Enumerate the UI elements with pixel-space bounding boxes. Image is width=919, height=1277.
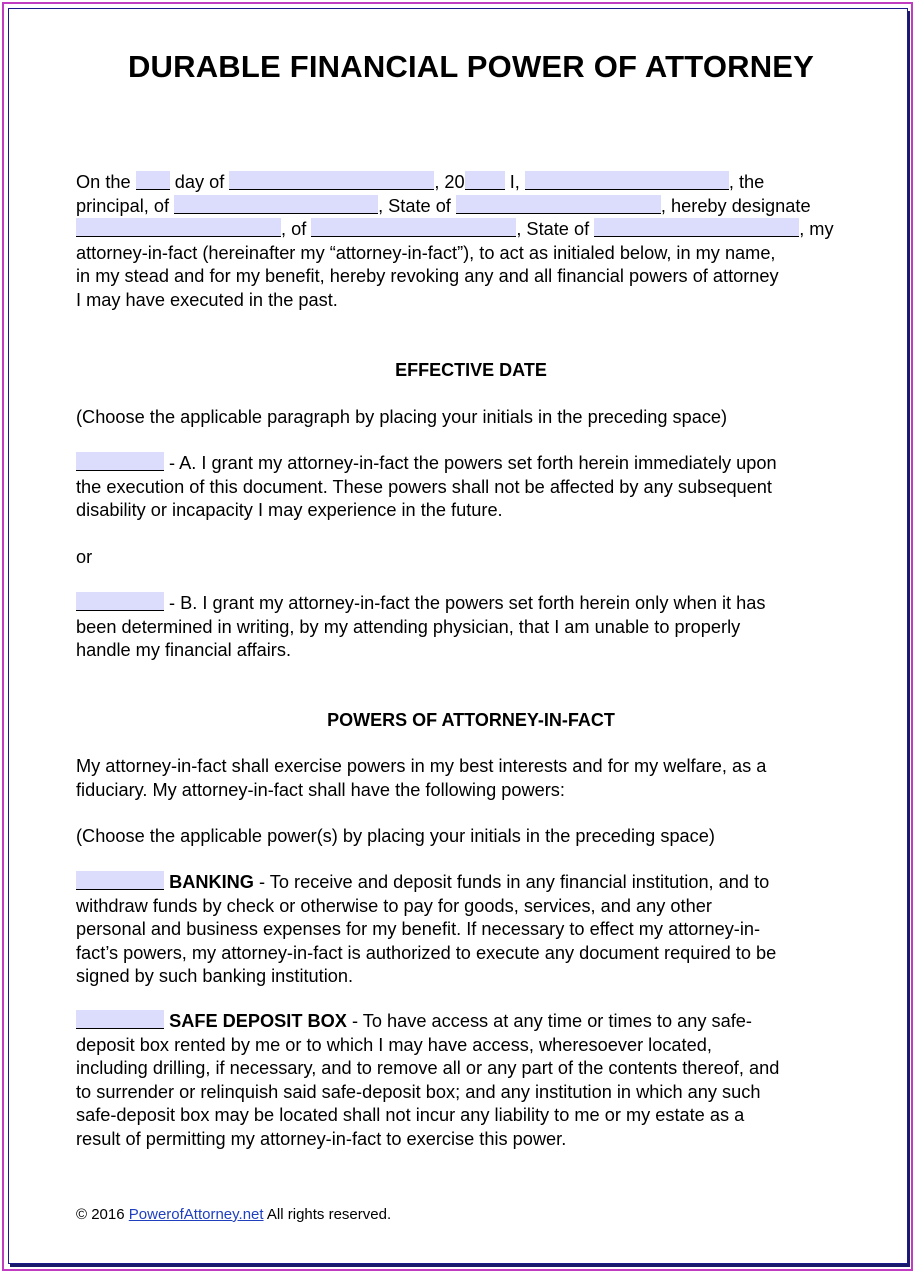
principal-city-field[interactable]	[174, 195, 378, 214]
attorney-name-field[interactable]	[76, 218, 281, 237]
day-field[interactable]	[136, 171, 170, 190]
option-a-initials-field[interactable]	[76, 452, 164, 471]
website-link[interactable]: PowerofAttorney.net	[128, 1206, 264, 1223]
document-title: DURABLE FINANCIAL POWER OF ATTORNEY	[127, 49, 815, 84]
safe-deposit-initials-field[interactable]	[76, 1010, 164, 1029]
banking-label: BANKING	[169, 872, 254, 892]
effective-date-instruction: (Choose the applicable paragraph by placing your initials in the preceding space)	[76, 407, 728, 427]
banking-paragraph: BANKING - To receive and deposit funds in any financial institution, and to withdraw funds by check or otherwise to pay for goods, services, and any other personal and business expenses for my benefit. If necessary to effect my attorney-in- fact’s powers, my attorney-in-fact is authorized to execute any document required to be signed by such banking institution.	[76, 872, 777, 987]
option-a-paragraph: - A. I grant my attorney-in-fact the powers set forth herein immediately upon the execution of this document. These powers shall not be affected by any subsequent disability or incapacity I may experience in the future.	[76, 453, 777, 521]
banking-initials-field[interactable]	[76, 871, 164, 890]
powers-instruction: (Choose the applicable power(s) by placing your initials in the preceding space)	[76, 826, 715, 846]
or-text: or	[76, 547, 93, 567]
intro-paragraph: On the day of , 20 I, , the principal, of , State of , hereby designate , of , State of , my attorney-in-fact (hereinafter my “attorney-in-fact”), to act as initialed below, in my name, in my stead and for my benefit, hereby revoking any and all financial powers of attorney I may have executed in the past.	[76, 172, 834, 310]
safe-deposit-label: SAFE DEPOSIT BOX	[169, 1011, 347, 1031]
powers-heading: POWERS OF ATTORNEY-IN-FACT	[327, 710, 615, 730]
document-page	[8, 8, 908, 1264]
principal-state-field[interactable]	[456, 195, 661, 214]
attorney-state-field[interactable]	[594, 218, 799, 237]
option-b-paragraph: - B. I grant my attorney-in-fact the powers set forth herein only when it has been determined in writing, by my attending physician, that I am unable to properly handle my financial affairs.	[76, 593, 766, 661]
attorney-city-field[interactable]	[311, 218, 516, 237]
year-field[interactable]	[465, 171, 505, 190]
footer: © 2016 PowerofAttorney.net All rights reserved.	[76, 1206, 392, 1223]
safe-deposit-paragraph: SAFE DEPOSIT BOX - To have access at any time or times to any safe- deposit box rented by me or to which I may have access, wheresoever located, including drilling, if necessary, and to remove all or any part of the contents thereof, and to surrender or relinquish said safe-deposit box; and any institution in which any such safe-deposit box may be located shall not incur any liability to me or my estate as a result of permitting my attorney-in-fact to exercise this power.	[76, 1011, 780, 1149]
principal-name-field[interactable]	[525, 171, 729, 190]
effective-date-heading: EFFECTIVE DATE	[395, 360, 547, 380]
powers-intro-paragraph: My attorney-in-fact shall exercise powers in my best interests and for my welfare, as a fiduciary. My attorney-in-fact shall have the following powers:	[76, 756, 767, 800]
month-field[interactable]	[229, 171, 434, 190]
option-b-initials-field[interactable]	[76, 592, 164, 611]
